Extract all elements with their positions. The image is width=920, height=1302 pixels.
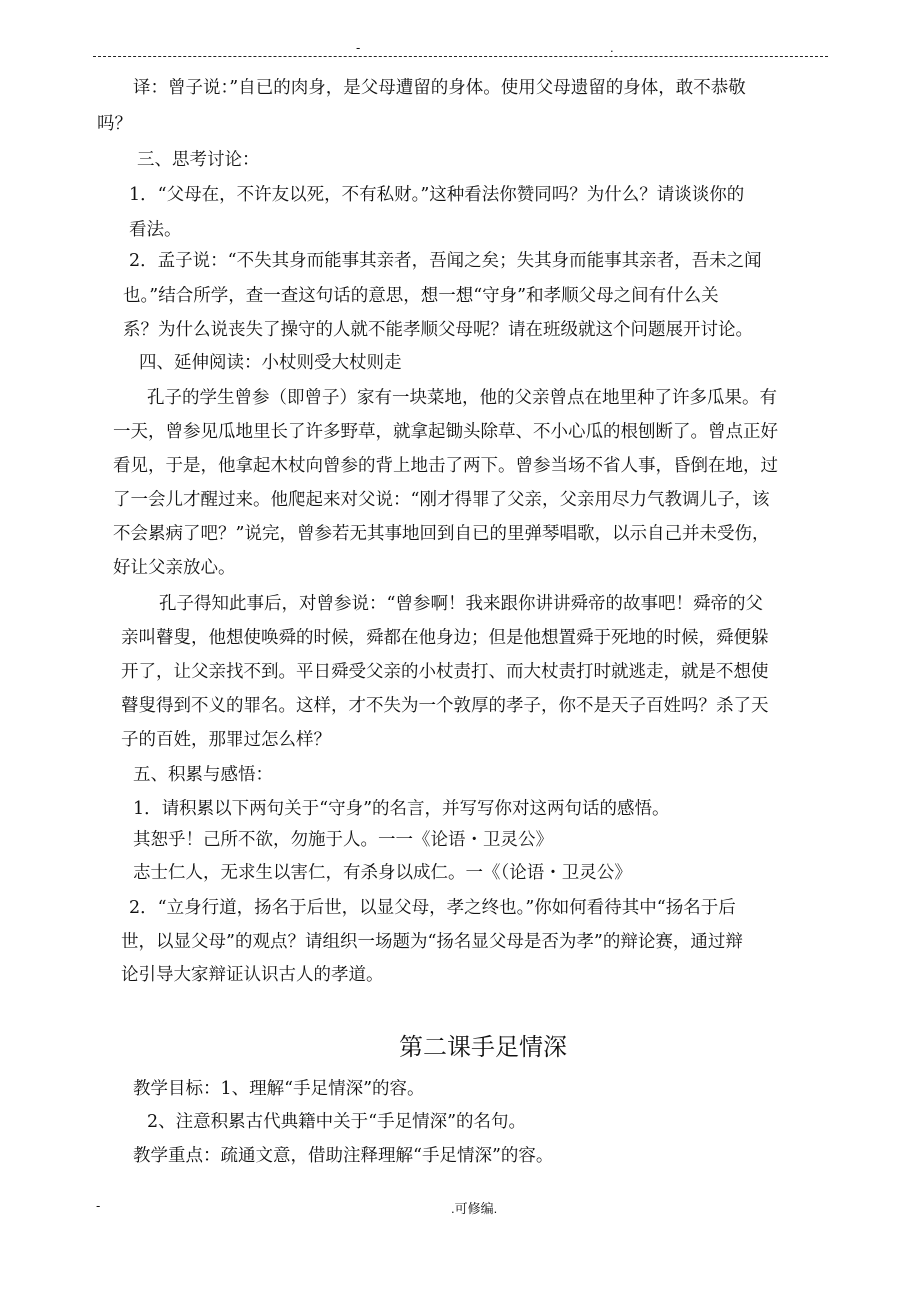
text-line: 亲叫瞽叟，他想使唤舜的时候，舜都在他身边；但是他想置舜于死地的时候，舜便躲 (121, 628, 769, 648)
header-rule (93, 56, 828, 57)
text-line: 论引导大家辩证认识古人的孝道。 (121, 965, 384, 985)
text-line: 看见，于是，他拿起木杖向曾参的背上地击了两下。曾参当场不省人事，昏倒在地，过 (113, 456, 778, 476)
lesson-title: 第二课手足情深 (399, 1033, 567, 1061)
quote-line: 志士仁人，无求生以害仁，有杀身以成仁。一《（论语・卫灵公》 (133, 863, 632, 883)
text-line: 2、注意积累古代典籍中关于“手足情深”的名句。 (147, 1112, 527, 1132)
text-line: 孔子得知此事后，对曾参说：“曾参啊！我来跟你讲讲舜帝的故事吧！舜帝的父 (159, 594, 763, 614)
text-line: 2．孟子说：“不失其身而能事其亲者，吾闻之矣；失其身而能事其亲者，吾未之闻 (129, 251, 762, 271)
text-line: 译：曾子说：”自已的肉身，是父母遭留的身体。使用父母遗留的身体，敢不恭敬 (133, 78, 746, 98)
text-line: 也。”结合所学，查一查这句话的意思，想一想“守身”和孝顺父母之间有什么关 (123, 286, 719, 306)
text-line: 孔子的学生曾参（即曾子）家有一块菜地，他的父亲曾点在地里种了许多瓜果。有 (147, 388, 777, 408)
text-line: 了一会儿才醒过来。他爬起来对父说：“刚才得罪了父亲，父亲用尽力气教调儿子，该 (113, 490, 770, 510)
section-heading: 四、延伸阅读：小杖则受大杖则走 (139, 353, 402, 373)
header-right-mark: . (610, 40, 614, 55)
text-line: 教学重点：疏通文意，借助注释理解“手足情深”的容。 (133, 1146, 554, 1166)
text-line: 世，以显父母”的观点？请组织一场题为“扬名显父母是否为孝”的辩论赛，通过辩 (121, 932, 743, 952)
header-left-mark: - (356, 40, 361, 55)
text-line: 教学目标：1、理解“手足情深”的容。 (133, 1079, 425, 1099)
text-line: 1．请积累以下两句关于“守身”的名言，并写写你对这两句话的感悟。 (133, 799, 670, 819)
text-line: 子的百姓，那罪过怎么样？ (121, 730, 331, 750)
text-line: 好让父亲放心。 (113, 558, 236, 578)
text-line: 2．“立身行道，扬名于后世，以显父母，孝之终也。”你如何看待其中“扬名于后 (129, 898, 736, 918)
footer-left-mark: - (96, 1198, 101, 1213)
quote-line: 其恕乎！己所不欲，勿施于人。一一《论语・卫灵公》 (133, 830, 553, 850)
text-line: 开了，让父亲找不到。平日舜受父亲的小杖责打、而大杖责打时就逃走，就是不想使 (121, 662, 769, 682)
text-line: 瞽叟得到不义的罪名。这样，才不失为一个敦厚的孝子，你不是天子百姓吗？杀了天 (121, 696, 769, 716)
text-line: 一天，曾参见瓜地里长了许多野草，就拿起锄头除草、不小心瓜的根刨断了。曾点正好 (113, 422, 778, 442)
text-line: 吗？ (97, 114, 132, 134)
text-line: 系？为什么说丧失了操守的人就不能孝顺父母呢？请在班级就这个问题展开讨论。 (123, 320, 753, 340)
footer-center: .可修编. (451, 1201, 498, 1216)
text-line: 1．“父母在，不许友以死，不有私财。”这种看法你赞同吗？为什么？请谈谈你的 (129, 185, 745, 205)
section-heading: 三、思考讨论： (137, 150, 260, 170)
section-heading: 五、积累与感悟： (133, 765, 273, 785)
text-line: 不会累病了吧？”说完，曾参若无其事地回到自已的里弹琴唱歌，以示自己并未受伤， (113, 524, 770, 544)
text-line: 看法。 (129, 220, 182, 240)
